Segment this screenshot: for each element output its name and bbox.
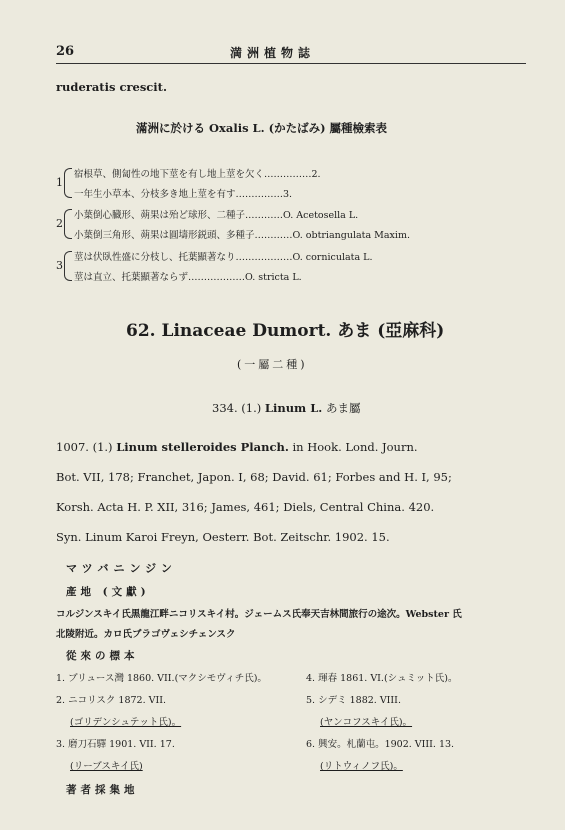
key-brace-1 <box>64 168 72 198</box>
key-brace-3 <box>64 251 72 281</box>
species-citation: in Hook. Lond. Journ. <box>292 440 418 454</box>
specimen-collector: (ヤンコフスキイ氏)。 <box>320 717 413 728</box>
specimen-collector: (リトウィノフ氏)。 <box>320 761 403 772</box>
locality-text: 北陵附近。カロ氏ブラゴヴェシチェンスク <box>56 629 236 640</box>
locality-heading: 產地 (文獻) <box>66 586 150 598</box>
specimen-entry: 1. ブリュース灣 1860. VII.(マクシモヴィチ氏)。 <box>56 673 267 684</box>
key-line: 小葉倒心臓形、蒴果は殆ど球形、二種子…………O. Acetosella L. <box>74 210 359 221</box>
genus-japanese: あま屬 <box>325 401 361 415</box>
genus-name: Linum L. <box>264 401 323 415</box>
specimen-collector: (リーブスキイ氏) <box>70 761 143 772</box>
specimen-collector: (ゴリデンシュテット氏)。 <box>70 717 182 728</box>
key-number: 3 <box>56 259 63 272</box>
species-citation-line: Korsh. Acta H. P. XII, 316; James, 461; Diels, Central China. 420. <box>56 500 435 514</box>
specimen-entry: 2. ニコリスク 1872. VII. <box>56 695 167 706</box>
key-line: 宿根草、側匐性の地下莖を有し地上莖を欠く……………2. <box>74 169 321 180</box>
species-synonym: Syn. Linum Karoi Freyn, Oesterr. Bot. Zeitschr. 1902. 15. <box>56 530 390 544</box>
collected-heading: 著者採集地 <box>66 784 139 796</box>
key-line: 一年生小草本、分枝多き地上莖を有す……………3. <box>74 189 293 200</box>
page-number: 26 <box>56 44 75 59</box>
key-title: 滿洲に於ける Oxalis L. (かたばみ) 屬種檢索表 <box>136 121 388 135</box>
key-line: 莖は直立、托葉顯著ならず………………O. stricta L. <box>74 272 302 283</box>
species-number: 1007. (1.) <box>56 440 113 454</box>
key-line: 小葉倒三角形、蒴果は圓壔形鋭頭、多種子…………O. obtriangulata Maxim. <box>74 230 410 241</box>
continuation-text: ruderatis crescit. <box>56 80 167 94</box>
species-citation-line: Bot. VII, 178; Franchet, Japon. I, 68; David. 61; Forbes and H. I, 95; <box>56 470 452 484</box>
key-line: 莖は伏臥性盛に分枝し、托葉顯著なり………………O. corniculata L. <box>74 252 373 263</box>
locality-text: コルジンスキイ氏黒龍江畔ニコリスキイ村。ジェームス氏奉天吉林間旅行の途次。Webster 氏 <box>56 609 462 620</box>
running-header: 満洲植物誌 <box>230 46 316 60</box>
specimen-entry: 6. 興安。札蘭屯。1902. VIII. 13. <box>306 739 455 750</box>
genus-title <box>212 400 360 416</box>
specimen-entry: 4. 琿春 1861. VI.(シュミット氏)。 <box>306 673 458 684</box>
specimen-entry: 3. 磨刀石驛 1901. VII. 17. <box>56 739 175 750</box>
family-title: 62. Linaceae Dumort. あま (亞麻科) <box>126 321 445 341</box>
specimens-heading: 從來の標本 <box>66 650 139 662</box>
family-subtitle: (一屬二種) <box>237 358 308 371</box>
specimen-entry: 5. シデミ 1882. VIII. <box>306 695 401 706</box>
species-name: Linum stelleroides Planch. <box>116 440 289 454</box>
header-rule <box>56 63 526 64</box>
key-brace-2 <box>64 209 72 239</box>
key-number: 2 <box>56 217 63 230</box>
genus-number: 334. (1.) <box>212 401 262 415</box>
species-heading <box>56 440 418 454</box>
japanese-name: マツバニンジン <box>66 562 177 575</box>
key-number: 1 <box>56 176 63 189</box>
